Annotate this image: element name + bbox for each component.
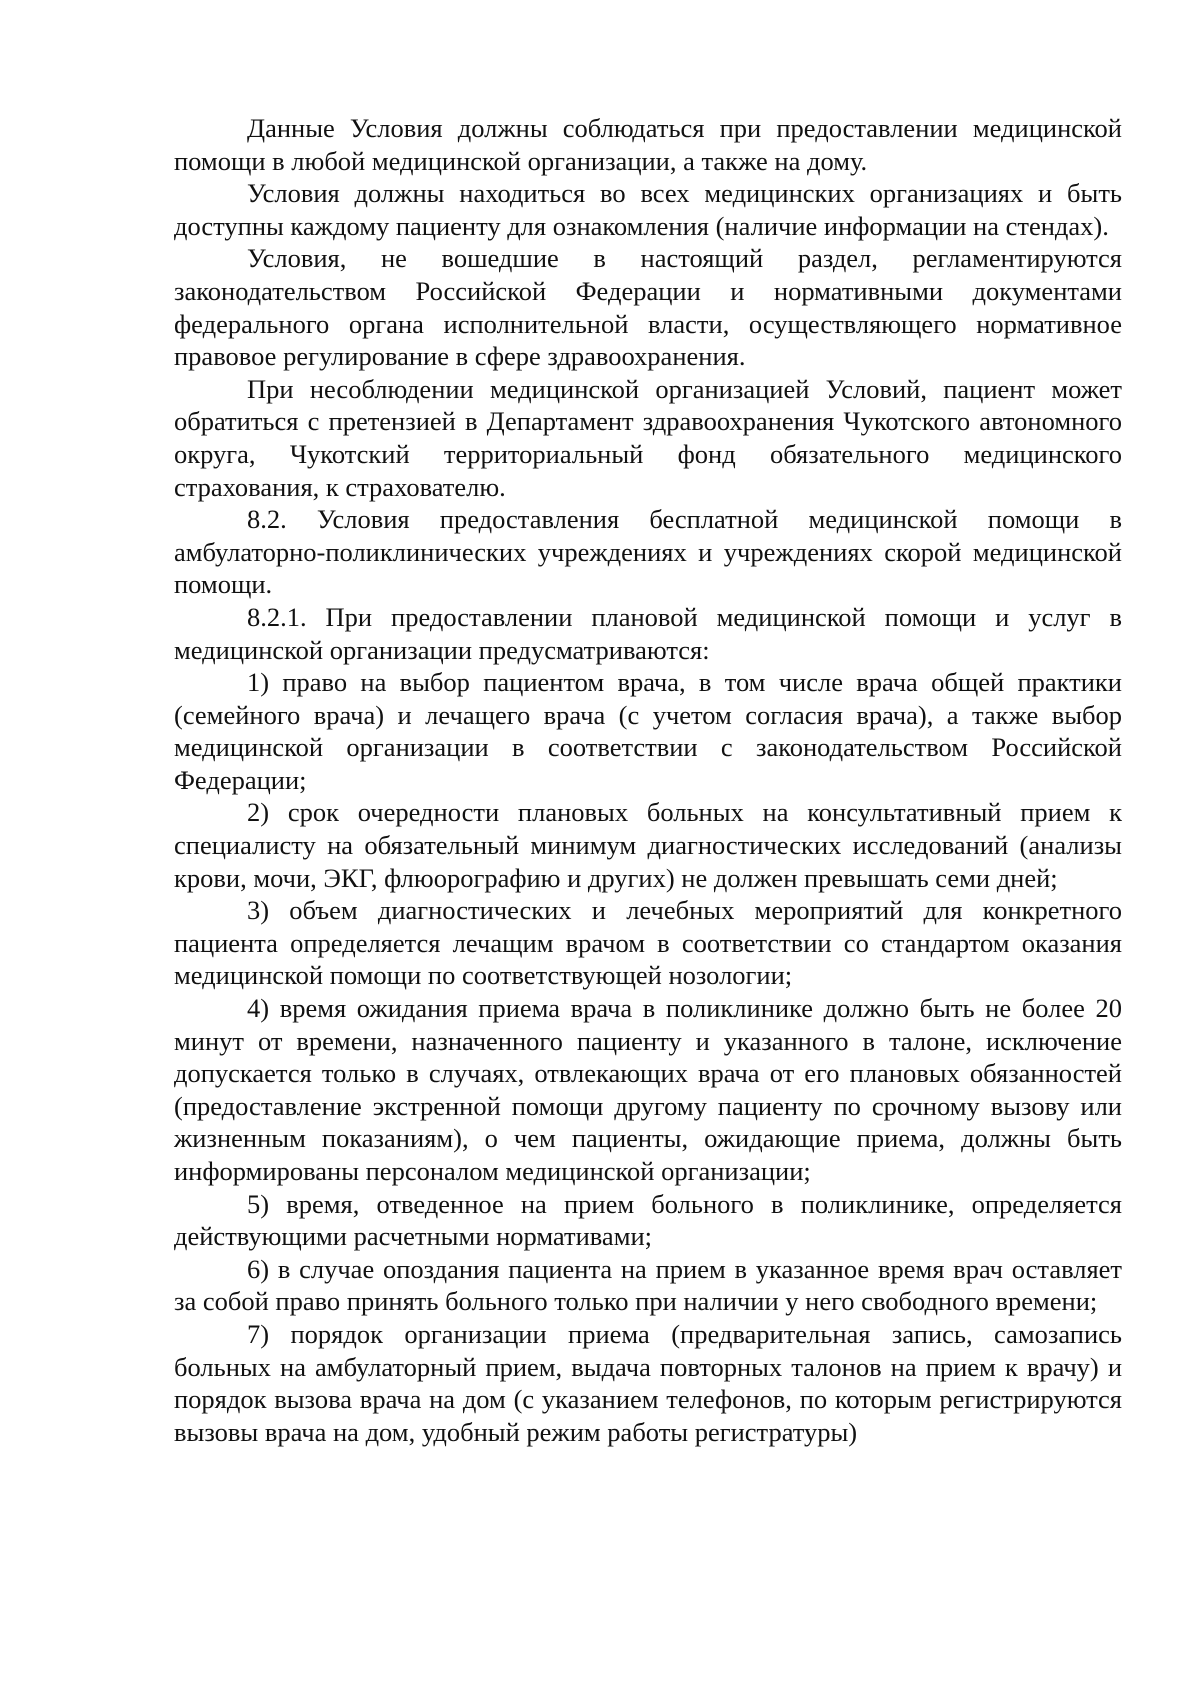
list-item-5: 5) время, отведенное на прием больного в поликлинике, определяется действующими расчетными нормативами;: [174, 1188, 1122, 1252]
list-item-7: 7) порядок организации приема (предварительная запись, самозапись больных на амбулаторный прием, выдача повторных талонов на прием к врачу) и порядок вызова врача на дом (с указанием телефонов, по которым регистрируются вызовы врача на дом, удобный режим работы регистратуры): [174, 1318, 1122, 1447]
list-item-1: 1) право на выбор пациентом врача, в том числе врача общей практики (семейного врача) и лечащего врача (с учетом согласия врача), а также выбор медицинской организации в соответствии с законодательством Российской Федерации;: [174, 667, 1122, 795]
document-page: [174, 112, 1122, 1448]
paragraph-claims: При несоблюдении медицинской организацией Условий, пациент может обратиться с претензией в Департамент здравоохранения Чукотского автономного округа, Чукотский территориальный фонд обязательного медицинского страхования, к страхователю.: [174, 373, 1122, 502]
section-heading-8-2-1: 8.2.1. При предоставлении плановой медицинской помощи и услуг в медицинской организации предусматриваются:: [174, 601, 1122, 665]
paragraph-conditions-scope: Данные Условия должны соблюдаться при предоставлении медицинской помощи в любой медицинской организации, а также на дому.: [174, 113, 1122, 176]
list-item-3: 3) объем диагностических и лечебных мероприятий для конкретного пациента определяется лечащим врачом в соответствии со стандартом оказания медицинской помощи по соответствующей нозологии;: [174, 895, 1122, 991]
list-item-2: 2) срок очередности плановых больных на консультативный прием к специалисту на обязательный минимум диагностических исследований (анализы крови, мочи, ЭКГ, флюорографию и других) не должен превышать семи дней;: [174, 797, 1122, 893]
list-item-6: 6) в случае опоздания пациента на прием в указанное время врач оставляет за собой право принять больного только при наличии у него свободного времени;: [174, 1253, 1122, 1317]
paragraph-conditions-regulation: Условия, не вошедшие в настоящий раздел, регламентируются законодательством Российской Федерации и нормативными документами федерального органа исполнительной власти, осуществляющего нормативное правовое регулирование в сфере здравоохранения.: [174, 243, 1122, 372]
list-item-4: 4) время ожидания приема врача в поликлинике должно быть не более 20 минут от времени, назначенного пациенту и указанного в талоне, исключение допускается только в случаях, отвлекающих врача от его плановых обязанностей (предоставление экстренной помощи другому пациенту по срочному вызову или жизненным показаниям), о чем пациенты, ожидающие приема, должны быть информированы персоналом медицинской организации;: [174, 993, 1122, 1186]
section-heading-8-2: 8.2. Условия предоставления бесплатной медицинской помощи в амбулаторно-поликлинических учреждениях и учреждениях скорой медицинской помощи.: [174, 504, 1122, 600]
paragraph-conditions-availability: Условия должны находиться во всех медицинских организациях и быть доступны каждому пациенту для ознакомления (наличие информации на стендах).: [174, 178, 1122, 241]
